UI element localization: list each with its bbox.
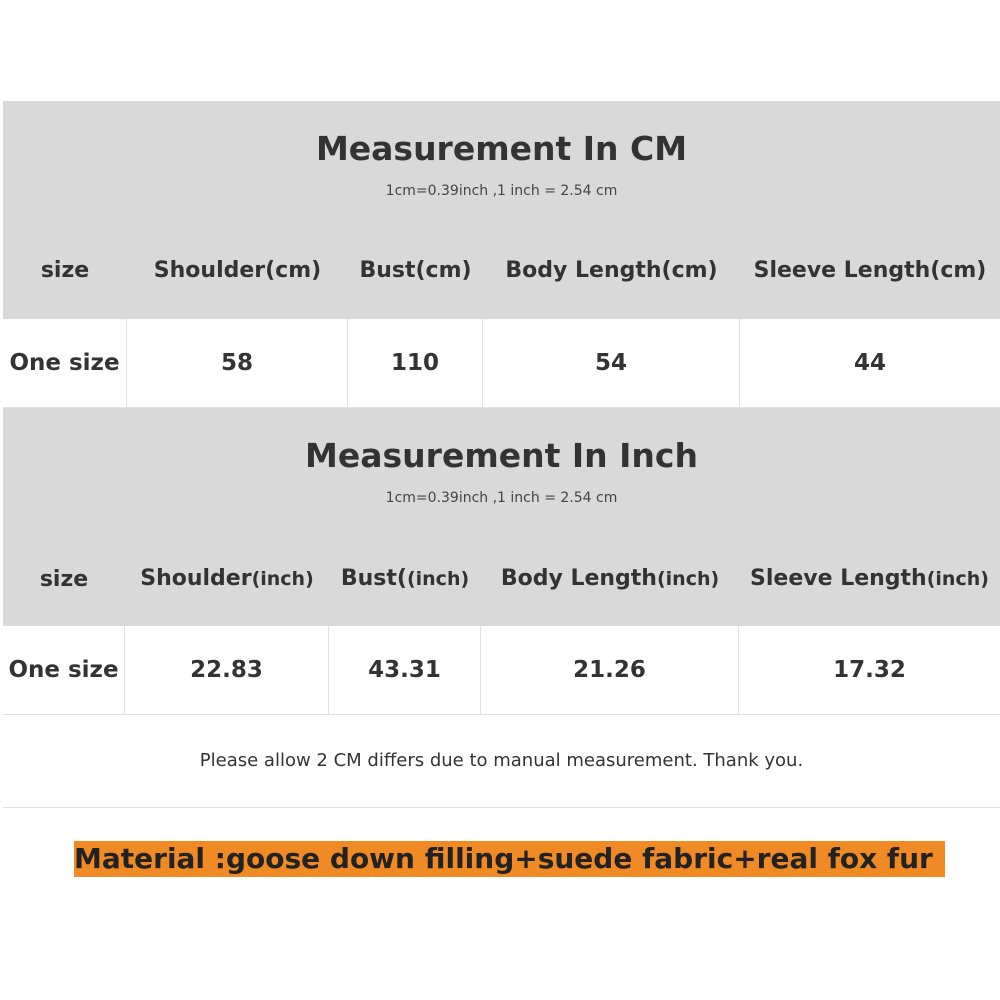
inch-header-body-length-word: Body Length bbox=[500, 566, 657, 591]
cm-value-row bbox=[3, 319, 1000, 408]
inch-bust-cell: 43.31 bbox=[329, 626, 481, 714]
material-highlight: Material :goose down filling+suede fabric+real fox fur bbox=[74, 841, 945, 877]
measurement-tolerance-note: Please allow 2 CM differs due to manual measurement. Thank you. bbox=[3, 715, 1000, 808]
inch-header-sleeve-length-unit: (inch) bbox=[926, 568, 989, 590]
cm-bust-cell: 110 bbox=[348, 319, 483, 407]
inch-size-cell: One size bbox=[3, 626, 125, 714]
inch-value-row bbox=[3, 626, 1000, 715]
inch-body-length-cell: 21.26 bbox=[481, 626, 739, 714]
cm-sleeve-length-cell: 44 bbox=[853, 350, 886, 376]
material-section bbox=[3, 839, 1000, 879]
inch-header-bust bbox=[329, 566, 481, 591]
cm-header-sleeve-length: Sleeve Length(cm) bbox=[753, 258, 987, 283]
inch-header-body-length bbox=[481, 566, 739, 591]
inch-header-shoulder bbox=[125, 566, 329, 591]
cm-header-bust: Bust(cm) bbox=[359, 258, 472, 283]
cm-body-length-cell: 54 bbox=[483, 319, 740, 407]
cm-header-body-length: Body Length(cm) bbox=[505, 258, 718, 283]
inch-title: Measurement In Inch bbox=[305, 436, 698, 475]
cm-size-cell: One size bbox=[3, 319, 127, 407]
inch-header-shoulder-unit: (inch) bbox=[251, 568, 314, 590]
cm-title: Measurement In CM bbox=[315, 129, 688, 168]
size-chart bbox=[3, 101, 1000, 898]
inch-sleeve-length-cell: 17.32 bbox=[833, 657, 906, 683]
inch-shoulder-cell: 22.83 bbox=[125, 626, 329, 714]
cm-shoulder-cell: 58 bbox=[127, 319, 348, 407]
cm-conversion-note: 1cm=0.39inch ,1 inch = 2.54 cm bbox=[385, 183, 618, 199]
inch-header-shoulder-word: Shoulder bbox=[140, 566, 252, 591]
inch-conversion-note: 1cm=0.39inch ,1 inch = 2.54 cm bbox=[385, 490, 618, 506]
inch-header-size: size bbox=[39, 567, 89, 592]
inch-header-body-length-unit: (inch) bbox=[656, 568, 720, 590]
cm-header-band bbox=[3, 101, 1000, 319]
inch-header-bust-unit: (inch) bbox=[406, 568, 470, 590]
inch-header-bust-word: Bust( bbox=[340, 566, 407, 591]
inch-header-band bbox=[3, 408, 1000, 626]
cm-header-size: size bbox=[40, 258, 90, 283]
inch-header-sleeve-length bbox=[739, 566, 1000, 591]
cm-header-shoulder: Shoulder(cm) bbox=[153, 258, 322, 283]
inch-header-sleeve-length-word: Sleeve Length bbox=[750, 566, 927, 591]
